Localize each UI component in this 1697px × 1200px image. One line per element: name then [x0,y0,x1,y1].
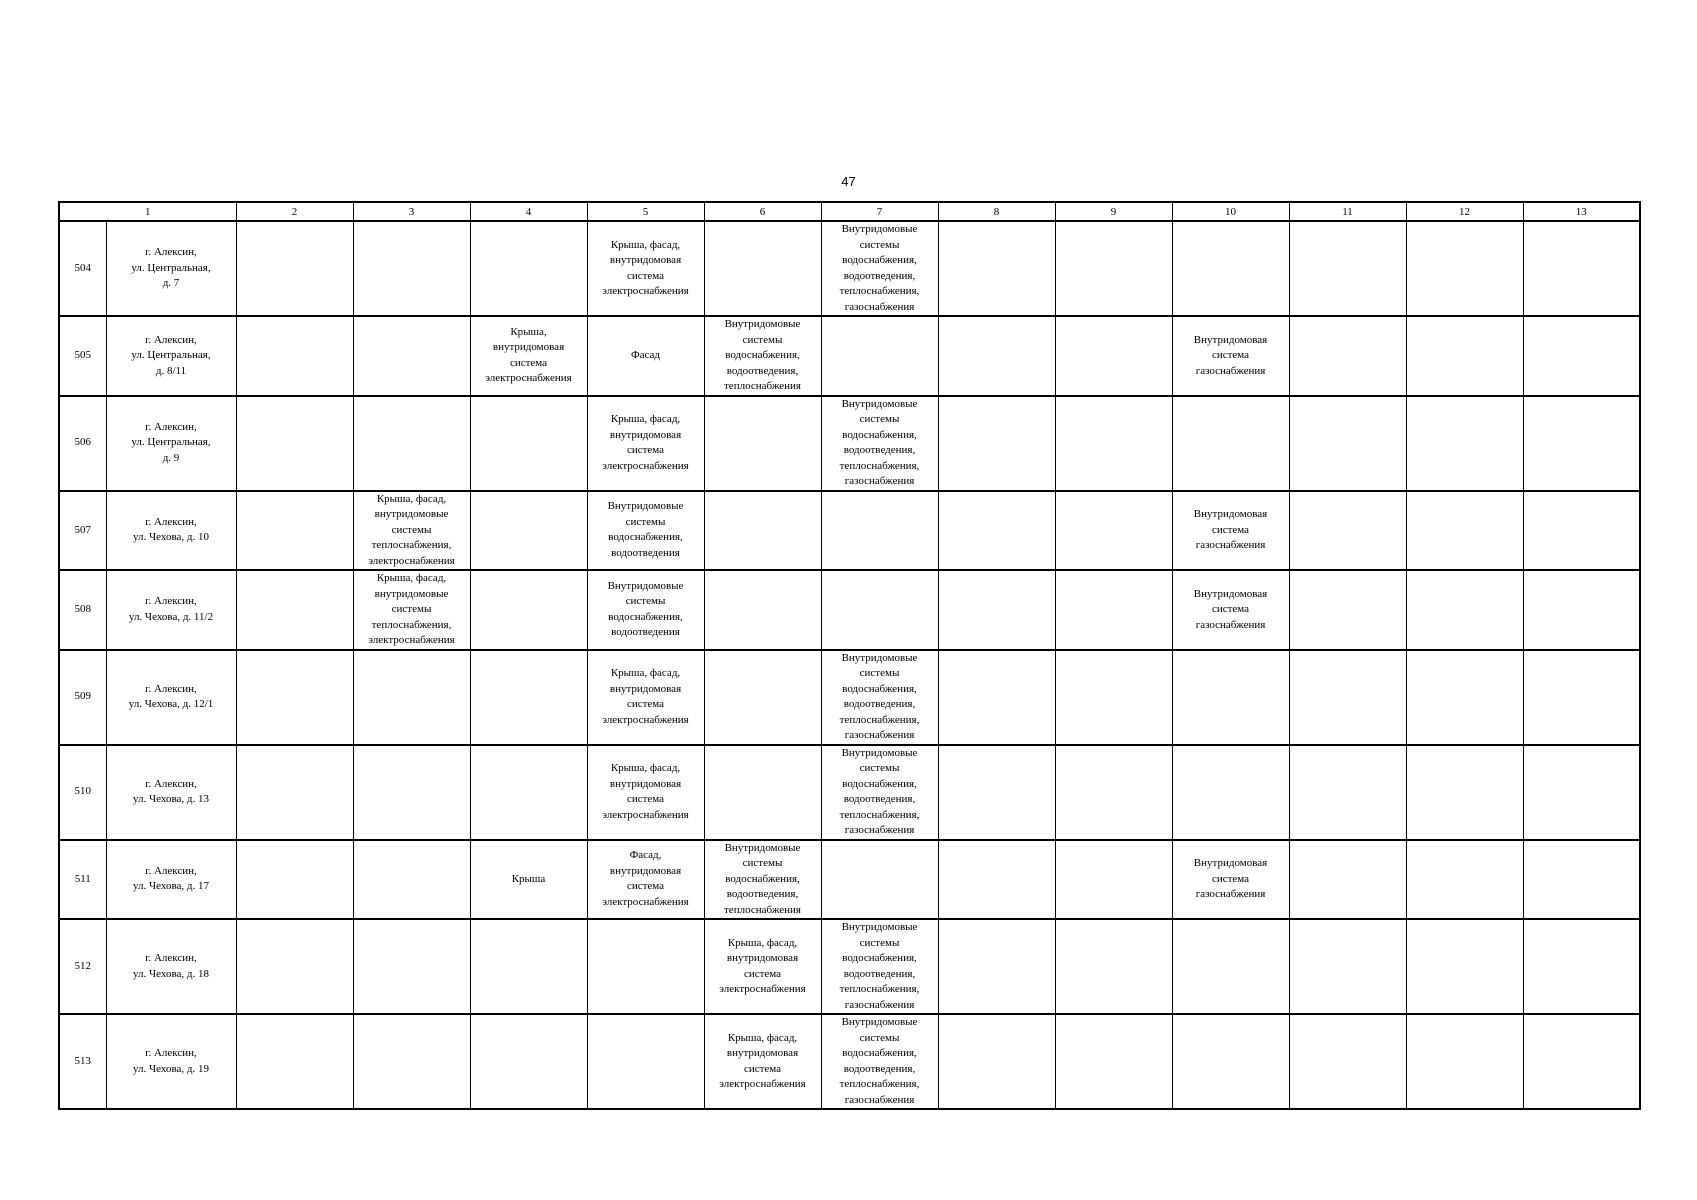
work-cell-11 [1289,570,1406,650]
work-cell-5 [587,570,704,650]
row-number-cell [59,745,106,840]
row-number-cell [59,316,106,396]
work-cell-6 [704,745,821,840]
cell-text: Крыша, фасад, внутридомовая система электроснабжения [602,238,689,297]
column-header: 9 [1055,202,1172,221]
cell-text: Фасад [630,349,661,361]
address-cell [106,491,236,571]
work-cell-11 [1289,491,1406,571]
row-number-cell [59,221,106,316]
work-cell-12 [1406,650,1523,745]
cell-text: 510 [74,785,91,798]
column-header: 3 [353,202,470,221]
work-cell-7 [821,745,938,840]
work-cell-13 [1523,570,1640,650]
work-cell-11 [1289,840,1406,920]
column-number-row [59,202,1640,221]
cell-text: 504 [74,261,91,274]
work-cell-10 [1172,840,1289,920]
work-cell-4 [470,316,587,396]
work-cell-8 [938,745,1055,840]
column-header: 6 [704,202,821,221]
row-number-cell [59,491,106,571]
column-header: 4 [470,202,587,221]
work-cell-4 [470,221,587,316]
work-cell-3 [353,396,470,491]
work-cell-6 [704,840,821,920]
cell-text: 507 [74,523,91,536]
work-cell-9 [1055,316,1172,396]
cell-text: Крыша, внутридомовая система электроснабжения [485,325,572,385]
work-cell-12 [1406,745,1523,840]
work-cell-8 [938,396,1055,491]
cell-text: Внутридомовая система газоснабжения [1193,508,1268,551]
cell-text: Крыша, фасад, внутридомовая система электроснабжения [602,762,689,821]
work-cell-8 [938,221,1055,316]
work-cell-2 [236,316,353,396]
column-header: 7 [821,202,938,221]
cell-text: 509 [74,690,91,703]
cell-text: Крыша, фасад, внутридомовые системы теплоснабжения, электроснабжения [368,492,455,567]
cell-text: Внутридомовые системы водоснабжения, водоотведения, теплоснабжения, газоснабжения [839,223,920,313]
work-cell-7 [821,221,938,316]
work-cell-8 [938,840,1055,920]
table-row [59,570,1640,650]
work-cell-9 [1055,745,1172,840]
cell-text: Фасад, внутридомовая система электроснабжения [602,849,689,908]
work-cell-7 [821,650,938,745]
cell-text: Внутридомовые системы водоснабжения, водоотведения, теплоснабжения, газоснабжения [839,651,920,741]
work-cell-6 [704,919,821,1014]
cell-text: г. Алексин, ул. Чехова, д. 10 [132,515,209,544]
work-cell-10 [1172,745,1289,840]
row-number-cell [59,919,106,1014]
work-cell-8 [938,1014,1055,1109]
cell-text: 508 [74,603,91,615]
work-cell-2 [236,396,353,491]
work-cell-6 [704,221,821,316]
work-cell-9 [1055,570,1172,650]
table-row [59,745,1640,840]
cell-text: Внутридомовые системы водоснабжения, водоотведения, теплоснабжения, газоснабжения [839,921,920,1011]
work-cell-13 [1523,650,1640,745]
column-header: 11 [1289,202,1406,221]
cell-text: г. Алексин, ул. Чехова, д. 18 [132,952,209,980]
cell-text: Внутридомовые системы водоснабжения, водоотведения [607,579,684,639]
work-cell-5 [587,1014,704,1109]
work-cell-11 [1289,396,1406,491]
work-cell-2 [236,1014,353,1109]
work-cell-12 [1406,1014,1523,1109]
row-number-cell [59,840,106,920]
work-cell-8 [938,650,1055,745]
work-cell-10 [1172,650,1289,745]
work-cell-10 [1172,570,1289,650]
work-cell-3 [353,221,470,316]
cell-text: Внутридомовые системы водоснабжения, водоотведения, теплоснабжения, газоснабжения [839,746,920,836]
address-cell [106,221,236,316]
work-cell-8 [938,316,1055,396]
table-body [59,202,1640,1109]
cell-text: г. Алексин, ул. Центральная, д. 7 [131,246,211,290]
work-cell-6 [704,650,821,745]
work-cell-4 [470,840,587,920]
cell-text: Внутридомовые системы водоснабжения, водоотведения, теплоснабжения, газоснабжения [839,1016,920,1106]
work-cell-2 [236,840,353,920]
work-cell-13 [1523,396,1640,491]
cell-text: Крыша, фасад, внутридомовая система электроснабжения [602,667,689,726]
address-cell [106,919,236,1014]
work-cell-12 [1406,396,1523,491]
work-cell-11 [1289,650,1406,745]
row-number-cell [59,396,106,491]
work-cell-5 [587,221,704,316]
work-cell-3 [353,650,470,745]
cell-text: Внутридомовые системы водоснабжения, водоотведения, теплоснабжения [724,318,801,392]
column-header: 1 [59,202,236,221]
work-cell-13 [1523,745,1640,840]
column-header: 12 [1406,202,1523,221]
work-cell-4 [470,650,587,745]
work-cell-4 [470,745,587,840]
work-cell-8 [938,570,1055,650]
column-header: 5 [587,202,704,221]
cell-text: Внутридомовые системы водоснабжения, водоотведения, теплоснабжения, газоснабжения [839,397,920,487]
row-number-cell [59,650,106,745]
work-cell-5 [587,316,704,396]
work-cell-7 [821,491,938,571]
cell-text: 505 [74,349,91,361]
work-cell-4 [470,396,587,491]
work-cell-8 [938,919,1055,1014]
work-cell-9 [1055,1014,1172,1109]
work-cell-10 [1172,316,1289,396]
work-cell-9 [1055,650,1172,745]
work-cell-7 [821,316,938,396]
work-cell-12 [1406,570,1523,650]
work-cell-6 [704,570,821,650]
work-cell-3 [353,316,470,396]
work-cell-4 [470,491,587,571]
work-cell-6 [704,396,821,491]
work-cell-3 [353,1014,470,1109]
table-row [59,650,1640,745]
address-cell [106,840,236,920]
work-cell-7 [821,396,938,491]
work-cell-11 [1289,919,1406,1014]
row-number-cell [59,1014,106,1109]
cell-text: 512 [74,959,91,972]
work-cell-2 [236,221,353,316]
cell-text: Крыша, фасад, внутридомовая система электроснабжения [719,936,806,995]
row-number-cell [59,570,106,650]
work-cell-11 [1289,745,1406,840]
address-cell [106,396,236,491]
address-cell [106,570,236,650]
work-cell-9 [1055,396,1172,491]
work-cell-7 [821,1014,938,1109]
cell-text: г. Алексин, ул. Чехова, д. 12/1 [128,682,214,710]
work-cell-2 [236,745,353,840]
work-cell-11 [1289,1014,1406,1109]
cell-text: г. Алексин, ул. Чехова, д. 13 [132,777,209,805]
address-cell [106,316,236,396]
work-cell-7 [821,570,938,650]
work-cell-4 [470,1014,587,1109]
cell-text: г. Алексин, ул. Центральная, д. 9 [131,420,211,464]
work-cell-4 [470,570,587,650]
address-cell [106,1014,236,1109]
work-cell-3 [353,745,470,840]
work-cell-9 [1055,840,1172,920]
work-cell-5 [587,396,704,491]
table-row [59,1014,1640,1109]
work-cell-9 [1055,491,1172,571]
table-row [59,919,1640,1014]
work-cell-4 [470,919,587,1014]
work-cell-3 [353,919,470,1014]
work-cell-10 [1172,1014,1289,1109]
work-cell-13 [1523,316,1640,396]
work-cell-12 [1406,316,1523,396]
work-cell-6 [704,316,821,396]
work-cell-12 [1406,221,1523,316]
cell-text: Внутридомовая система газоснабжения [1193,587,1268,631]
cell-text: Крыша, фасад, внутридомовая система электроснабжения [719,1031,806,1090]
work-cell-13 [1523,221,1640,316]
cell-text: г. Алексин, ул. Чехова, д. 11/2 [128,595,214,623]
work-cell-10 [1172,919,1289,1014]
work-cell-10 [1172,396,1289,491]
work-cell-10 [1172,221,1289,316]
work-cell-5 [587,650,704,745]
work-cell-2 [236,650,353,745]
work-cell-10 [1172,491,1289,571]
repair-schedule-table [58,201,1641,1110]
cell-text: Крыша, фасад, внутридомовая система электроснабжения [602,413,689,472]
work-cell-13 [1523,1014,1640,1109]
work-cell-3 [353,570,470,650]
cell-text: г. Алексин, ул. Чехова, д. 17 [132,864,209,893]
work-cell-11 [1289,221,1406,316]
work-cell-13 [1523,919,1640,1014]
table-row [59,221,1640,316]
work-cell-5 [587,840,704,920]
work-cell-5 [587,491,704,571]
work-cell-2 [236,570,353,650]
work-cell-5 [587,919,704,1014]
work-cell-3 [353,840,470,920]
work-cell-5 [587,745,704,840]
table-row [59,840,1640,920]
table-row [59,491,1640,571]
page-number: 47 [841,174,856,189]
cell-text: 513 [74,1054,91,1067]
cell-text: 511 [74,872,91,885]
cell-text: Внутридомовая система газоснабжения [1193,857,1268,900]
work-cell-9 [1055,919,1172,1014]
cell-text: Крыша [511,872,546,885]
work-cell-9 [1055,221,1172,316]
cell-text: Крыша, фасад, внутридомовые системы теплоснабжения, электроснабжения [368,572,455,646]
cell-text: г. Алексин, ул. Центральная, д. 8/11 [131,333,211,377]
work-cell-2 [236,919,353,1014]
work-cell-11 [1289,316,1406,396]
column-header: 8 [938,202,1055,221]
cell-text: 506 [74,436,91,449]
work-cell-6 [704,1014,821,1109]
column-header: 2 [236,202,353,221]
address-cell [106,745,236,840]
work-cell-13 [1523,840,1640,920]
work-cell-2 [236,491,353,571]
work-cell-6 [704,491,821,571]
work-cell-7 [821,840,938,920]
table-row [59,316,1640,396]
cell-text: Внутридомовая система газоснабжения [1193,333,1268,377]
cell-text: Внутридомовые системы водоснабжения, водоотведения [607,500,684,559]
column-header: 10 [1172,202,1289,221]
work-cell-12 [1406,491,1523,571]
work-cell-12 [1406,840,1523,920]
table-row [59,396,1640,491]
cell-text: Внутридомовые системы водоснабжения, водоотведения, теплоснабжения [724,841,801,916]
cell-text: г. Алексин, ул. Чехова, д. 19 [132,1047,209,1075]
work-cell-12 [1406,919,1523,1014]
column-header: 13 [1523,202,1640,221]
work-cell-7 [821,919,938,1014]
address-cell [106,650,236,745]
work-cell-8 [938,491,1055,571]
work-cell-13 [1523,491,1640,571]
work-cell-3 [353,491,470,571]
